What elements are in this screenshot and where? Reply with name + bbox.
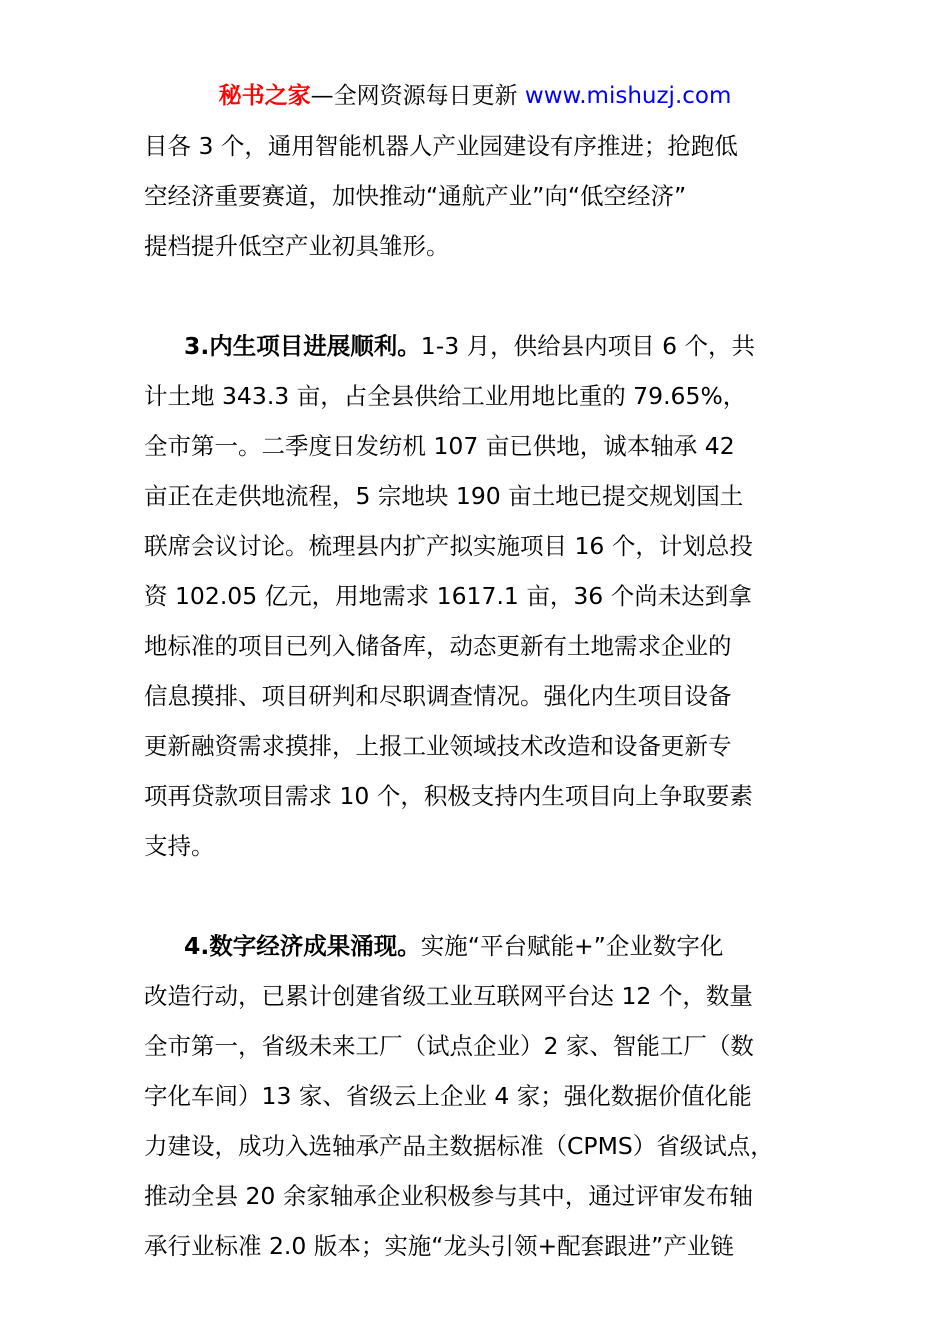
paragraph-internal-projects [144, 329, 834, 879]
text-line: 更新融资需求摸排，上报工业领域技术改造和设备更新专 [144, 732, 732, 760]
site-brand: 秘书之家 [218, 83, 311, 109]
text-line: 提档提升低空产业初具雏形。 [144, 232, 450, 260]
text-line: 资 102.05 亿元，用地需求 1617.1 亩，36 个尚未达到拿 [144, 582, 752, 610]
paragraph-digital-economy [144, 929, 834, 1279]
text-line-first [144, 929, 834, 979]
paragraph-continuation [144, 129, 834, 279]
text-line: 地标准的项目已列入储备库，动态更新有土地需求企业的 [144, 632, 732, 660]
site-slogan: 全网资源每日更新 [333, 83, 525, 109]
header-dash: — [310, 83, 334, 109]
text-line: 计土地 343.3 亩，占全县供给工业用地比重的 79.65%， [144, 382, 747, 410]
paragraph-heading: 4.数字经济成果涌现。 [184, 932, 421, 960]
text-line-first [144, 329, 834, 379]
text-run: 1-3 月，供给县内项目 6 个，共 [420, 332, 756, 360]
text-line: 亩正在走供地流程，5 宗地块 190 亩土地已提交规划国土 [144, 482, 744, 510]
text-line: 全市第一。二季度日发纺机 107 亩已供地，诚本轴承 42 [144, 432, 735, 460]
text-line: 目各 3 个，通用智能机器人产业园建设有序推进；抢跑低 [144, 132, 738, 160]
text-line: 空经济重要赛道，加快推动“通航产业”向“低空经济” [144, 182, 687, 210]
text-line: 力建设，成功入选轴承产品主数据标准（CPMS）省级试点， [144, 1132, 774, 1160]
paragraph-heading: 3.内生项目进展顺利。 [184, 332, 421, 360]
text-line: 联席会议讨论。梳理县内扩产拟实施项目 16 个，计划总投 [144, 532, 753, 560]
text-line: 字化车间）13 家、省级云上企业 4 家；强化数据价值化能 [144, 1082, 752, 1110]
document-body [144, 129, 834, 1279]
text-line: 改造行动，已累计创建省级工业互联网平台达 12 个，数量 [144, 982, 753, 1010]
text-run: 实施“平台赋能+”企业数字化 [420, 932, 724, 960]
site-url-link[interactable]: www.mishuzj.com [524, 83, 732, 109]
text-line: 承行业标准 2.0 版本；实施“龙头引领+配套跟进”产业链 [144, 1232, 734, 1260]
site-header [0, 80, 950, 112]
text-line: 推动全县 20 余家轴承企业积极参与其中，通过评审发布轴 [144, 1182, 753, 1210]
text-line: 信息摸排、项目研判和尽职调查情况。强化内生项目设备 [144, 682, 732, 710]
text-line: 支持。 [144, 832, 215, 860]
text-line: 项再贷款项目需求 10 个，积极支持内生项目向上争取要素 [144, 782, 753, 810]
text-line: 全市第一，省级未来工厂（试点企业）2 家、智能工厂（数 [144, 1032, 754, 1060]
